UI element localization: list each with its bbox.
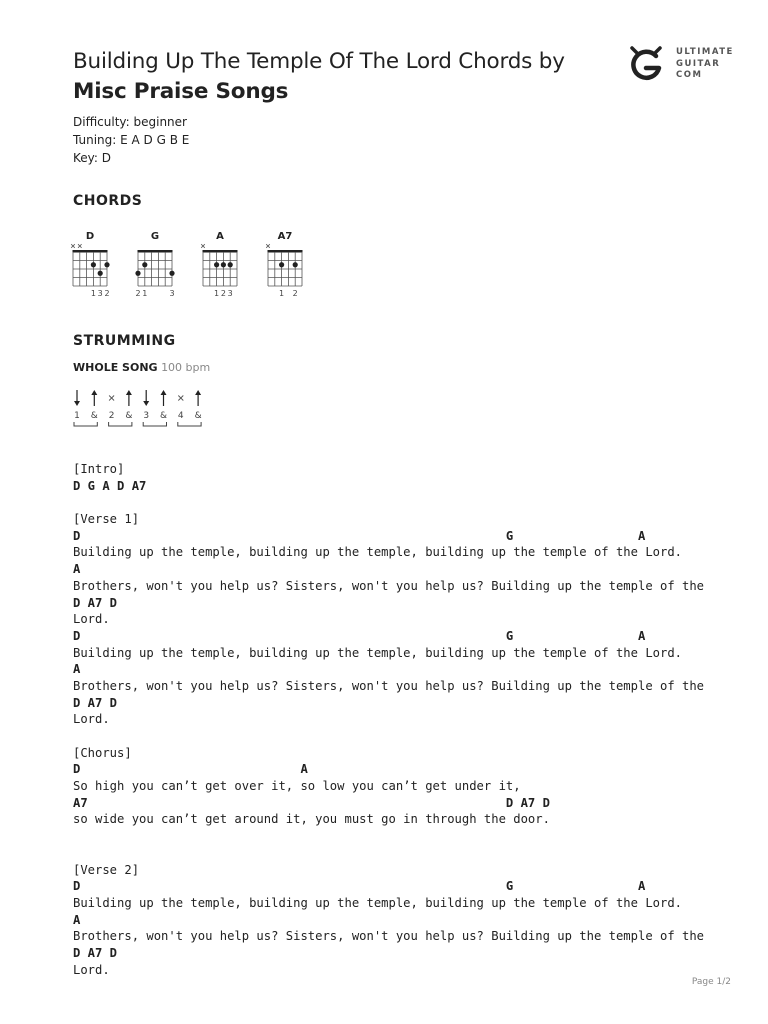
lyric-line: Brothers, won't you help us? Sisters, won't you help us? Building up the temple of the	[73, 678, 705, 693]
strum-down-arrow-head-icon	[74, 401, 80, 406]
lyric-line: [Chorus]	[73, 745, 132, 760]
lyric-line: Lord.	[73, 962, 110, 977]
beat-bracket	[109, 422, 132, 426]
song-meta	[73, 113, 189, 167]
finger-dot	[142, 262, 147, 267]
lyric-line: [Verse 1]	[73, 512, 140, 527]
artist-name[interactable]: Misc Praise Songs	[73, 79, 289, 104]
finger-dot	[221, 262, 226, 267]
chord-sheet	[73, 461, 704, 978]
lyric-line: so wide you can’t get around it, you must go in through the door.	[73, 812, 550, 827]
finger-number: 3	[169, 289, 175, 298]
chord-line[interactable]: A	[73, 662, 81, 677]
strum-down-arrow-head-icon	[143, 401, 149, 406]
lyric-line: [Intro]	[73, 462, 125, 476]
song-title	[73, 47, 613, 107]
strum-count: &	[194, 411, 202, 421]
finger-dot	[98, 271, 103, 276]
chord-line[interactable]: D A7 D	[73, 945, 118, 960]
chord-name[interactable]: A7	[277, 231, 293, 242]
strum-count: 1	[74, 411, 80, 421]
chord-nut	[268, 250, 303, 253]
finger-number: 1	[214, 289, 220, 298]
strumming-heading: STRUMMING	[73, 333, 176, 349]
strum-up-arrow-head-icon	[195, 390, 201, 395]
finger-number: 1	[90, 289, 96, 298]
chord-nut	[73, 250, 108, 253]
chord-line[interactable]: A	[73, 562, 81, 577]
strum-count: &	[90, 411, 98, 421]
key-label: Key: D	[73, 151, 111, 165]
blank-line	[73, 728, 704, 745]
strum-up-arrow-head-icon	[91, 390, 97, 395]
lyric-line: So high you can’t get over it, so low you can’t get under it,	[73, 779, 521, 794]
finger-number: 2	[292, 289, 298, 298]
page-number: Page 1/2	[691, 977, 731, 987]
chord-name[interactable]: D	[85, 231, 95, 242]
finger-number: 2	[135, 289, 141, 298]
finger-dot	[214, 262, 219, 267]
finger-dot	[228, 262, 233, 267]
chord-name[interactable]: A	[216, 231, 224, 242]
finger-number: 1	[142, 289, 148, 298]
chord-nut	[203, 250, 238, 253]
difficulty-label: Difficulty: beginner	[73, 115, 187, 129]
finger-number: 2	[220, 289, 226, 298]
whole-song-label	[73, 361, 210, 374]
beat-bracket	[74, 422, 97, 426]
ug-logo-icon	[626, 44, 668, 84]
finger-number: 3	[227, 289, 233, 298]
song-title-text: Building Up The Temple Of The Lord Chords by	[73, 49, 565, 74]
lyric-line: Brothers, won't you help us? Sisters, won't you help us? Building up the temple of the	[73, 929, 705, 944]
chord-line[interactable]: D G A	[73, 879, 646, 894]
lyric-line: Building up the temple, building up the temple, building up the temple of the Lord.	[73, 545, 683, 560]
beat-bracket	[143, 422, 166, 426]
finger-dot	[279, 262, 284, 267]
chord-line[interactable]: D A	[73, 762, 308, 777]
chord-line[interactable]: A7 D A7 D	[73, 795, 550, 810]
finger-dot	[169, 271, 174, 276]
chord-diagrams	[66, 226, 326, 306]
blank-line	[73, 494, 704, 511]
chord-line[interactable]: D G A	[73, 628, 646, 643]
logo-text: ULTIMATE GUITAR COM	[676, 47, 734, 80]
finger-dot	[135, 271, 140, 276]
strum-count: &	[159, 411, 168, 421]
strum-up-arrow-head-icon	[126, 390, 132, 395]
finger-dot	[293, 262, 298, 267]
finger-number: 3	[97, 289, 103, 298]
ultimate-guitar-logo[interactable]	[626, 44, 736, 84]
lyric-line: Building up the temple, building up the temple, building up the temple of the Lord.	[73, 895, 683, 910]
finger-dot	[91, 262, 96, 267]
chord-name[interactable]: G	[150, 231, 160, 242]
chords-heading: CHORDS	[73, 193, 143, 209]
beat-bracket	[178, 422, 201, 426]
chord-line[interactable]: D A7 D	[73, 695, 118, 710]
tuning-label: Tuning: E A D G B E	[73, 133, 190, 147]
strumming-pattern	[68, 386, 218, 432]
strum-count: 3	[143, 411, 150, 421]
chord-nut	[138, 250, 173, 253]
lyric-line: Building up the temple, building up the temple, building up the temple of the Lord.	[73, 645, 683, 660]
lyric-line: [Verse 2]	[73, 862, 140, 877]
lyric-line: Lord.	[73, 612, 110, 627]
finger-number: 1	[279, 289, 285, 298]
chord-line[interactable]: D G A	[73, 528, 646, 543]
finger-number: 2	[104, 289, 110, 298]
chord-line[interactable]: D A7 D	[73, 595, 118, 610]
bpm-label: 100 bpm	[161, 361, 211, 374]
strum-up-arrow-head-icon	[161, 390, 167, 395]
whole-song-text: WHOLE SONG	[73, 361, 158, 374]
chord-line[interactable]: D G A D A7	[73, 478, 147, 493]
lyric-line: Brothers, won't you help us? Sisters, won't you help us? Building up the temple of the	[73, 578, 705, 593]
finger-dot	[104, 262, 109, 267]
strum-count: 2	[108, 411, 115, 421]
chord-line[interactable]: A	[73, 912, 81, 927]
strum-count: 4	[177, 411, 184, 421]
blank-line	[73, 845, 704, 862]
blank-line	[73, 828, 704, 845]
lyric-line: Lord.	[73, 712, 110, 727]
strum-count: &	[125, 411, 133, 421]
